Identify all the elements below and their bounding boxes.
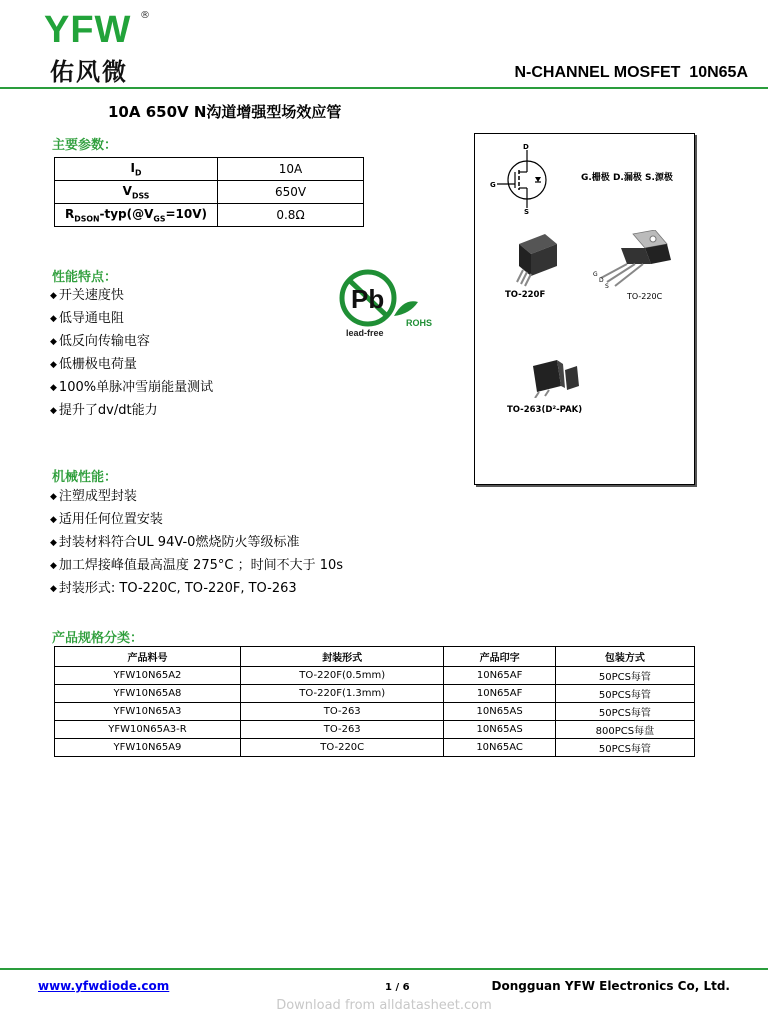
column-header: 产品料号 (55, 647, 241, 667)
list-item: ◆ 提升了dv/dt能力 (50, 403, 158, 418)
svg-text:D: D (599, 277, 604, 284)
list-item: ◆ 低反向传输电容 (50, 334, 150, 349)
param-cell: $R_{DSON}-typ(@V_{GS}=10V)$ (55, 204, 218, 227)
column-header: 包装方式 (555, 647, 694, 667)
registered-mark: ® (140, 10, 150, 21)
svg-text:Pb: Pb (351, 284, 385, 314)
list-item: ◆ 适用任何位置安装 (50, 512, 163, 527)
svg-text:lead-free: lead-free (346, 328, 384, 338)
svg-text:G: G (593, 271, 598, 278)
list-item: ◆ 封装形式: TO-220C, TO-220F, TO-263 (50, 581, 297, 596)
package-label-to263: TO-263(D²-PAK) (507, 405, 583, 415)
table-cell: TO-263 (240, 721, 443, 739)
list-item: ◆ 100%单脉冲雪崩能量测试 (50, 380, 214, 395)
param-cell: $V_{DSS}$ (55, 181, 218, 204)
mechanical-label: 机械性能： (52, 470, 118, 485)
table-row (55, 721, 695, 739)
main-params-label: 主要参数： (52, 138, 118, 153)
footer-divider (0, 968, 768, 970)
main-params-table (54, 157, 364, 227)
package-info-box (474, 133, 695, 485)
table-cell: YFW10N65A2 (55, 667, 241, 685)
svg-text:S: S (605, 283, 609, 290)
logo-text: YFW (44, 9, 132, 51)
list-item: ◆ 注塑成型封装 (50, 489, 137, 504)
table-cell: 10N65AS (444, 721, 555, 739)
to220f-package-icon (505, 230, 560, 288)
features-label: 性能特点： (52, 270, 118, 285)
table-cell: 10N65AC (444, 739, 555, 757)
column-header: 封装形式 (240, 647, 443, 667)
table-row (55, 204, 364, 227)
table-cell: YFW10N65A9 (55, 739, 241, 757)
table-cell: 50PCS每管 (555, 667, 694, 685)
value-cell: 10A (218, 158, 364, 181)
table-cell: 50PCS每管 (555, 703, 694, 721)
svg-text:S: S (524, 208, 530, 214)
table-cell: TO-220F(0.5mm) (240, 667, 443, 685)
table-cell: TO-220F(1.3mm) (240, 685, 443, 703)
list-item: ◆ 加工焊接峰值最高温度 275°C ；时间不大于 10s (50, 558, 344, 573)
features-list (50, 284, 213, 422)
table-header-row (55, 647, 695, 667)
company-name: Dongguan YFW Electronics Co, Ltd. (491, 979, 730, 993)
table-cell: 50PCS每管 (555, 685, 694, 703)
table-row (55, 158, 364, 181)
pb-free-icon (334, 268, 444, 340)
table-cell: TO-220C (240, 739, 443, 757)
table-cell: 800PCS每盘 (555, 721, 694, 739)
header-title: N-CHANNEL MOSFET 10N65A (514, 64, 748, 81)
list-item: ◆ 低导通电阻 (50, 311, 124, 326)
document-title: 10A 650V N沟道增强型场效应管 (108, 103, 342, 121)
table-cell: YFW10N65A3 (55, 703, 241, 721)
mosfet-symbol-icon (489, 144, 559, 214)
value-cell: 650V (218, 181, 364, 204)
yfw-logo (44, 10, 154, 85)
header-divider (0, 87, 768, 89)
svg-text:D: D (523, 144, 529, 151)
package-label-to220c: TO-220C (627, 292, 663, 301)
package-label-to220f: TO-220F (505, 290, 546, 300)
table-cell: 10N65AF (444, 685, 555, 703)
page-number: 1 / 6 (385, 982, 410, 993)
column-header: 产品印字 (444, 647, 555, 667)
download-watermark: Download from alldatasheet.com (276, 998, 492, 1013)
value-cell: 0.8Ω (218, 204, 364, 227)
lead-free-badge (334, 268, 444, 340)
logo-chinese-text: 佑风微 (50, 58, 128, 86)
table-row (55, 181, 364, 204)
svg-text:ROHS: ROHS (406, 318, 433, 328)
table-cell: TO-263 (240, 703, 443, 721)
product-specs-label: 产品规格分类： (52, 631, 144, 646)
pin-legend: G.栅极 D.漏极 S.源极 (581, 173, 673, 183)
table-cell: 10N65AF (444, 667, 555, 685)
mechanical-list (50, 485, 343, 600)
table-cell: YFW10N65A8 (55, 685, 241, 703)
table-row (55, 685, 695, 703)
table-cell: YFW10N65A3-R (55, 721, 241, 739)
list-item: ◆ 封装材料符合UL 94V-0燃烧防火等级标准 (50, 535, 300, 550)
list-item: ◆ 低栅极电荷量 (50, 357, 137, 372)
website-link[interactable]: www.yfwdiode.com (38, 979, 170, 993)
product-specs-table (54, 646, 695, 757)
table-row (55, 667, 695, 685)
table-cell: 50PCS每管 (555, 739, 694, 757)
list-item: ◆ 开关速度快 (50, 288, 124, 303)
param-cell: $I_D$ (55, 158, 218, 181)
to263-package-icon (527, 356, 587, 398)
table-cell: 10N65AS (444, 703, 555, 721)
table-row (55, 703, 695, 721)
table-row (55, 739, 695, 757)
svg-text:G: G (490, 181, 496, 189)
to220c-package-icon (593, 230, 673, 290)
